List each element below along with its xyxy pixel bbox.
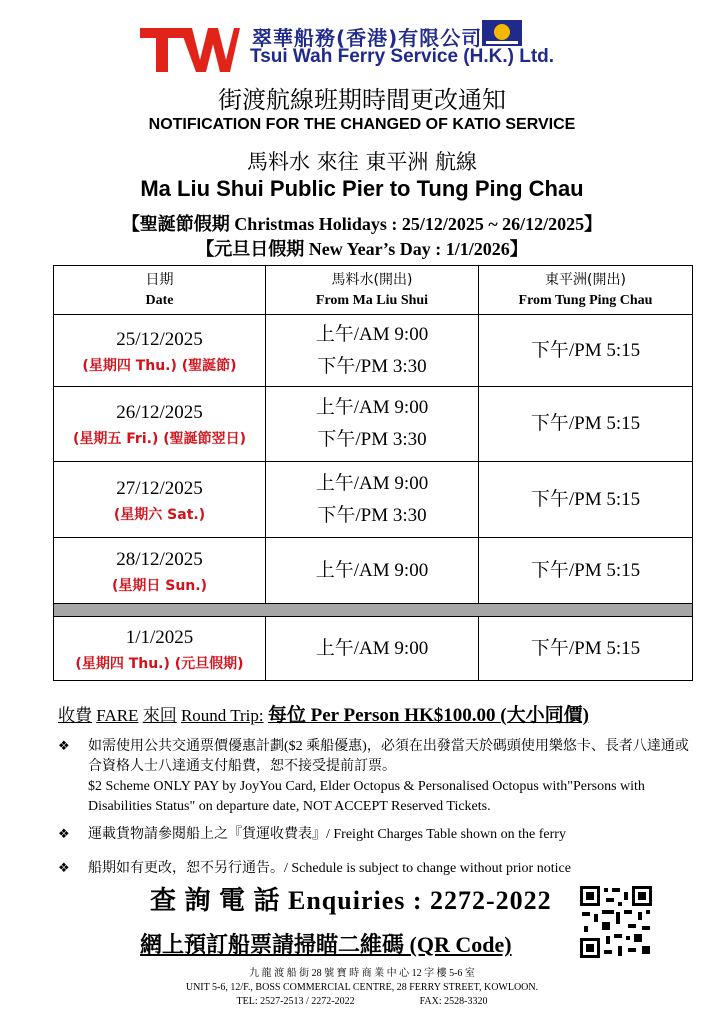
company-name-zh: 翠華船務(香港)有限公司 bbox=[252, 26, 483, 50]
header bbox=[0, 0, 724, 80]
mls-time-cell: 上午/AM 9:00 下午/PM 3:30 bbox=[266, 387, 479, 462]
note-text: 船期如有更改，恕不另行通告。/ Schedule is subject to change without prior notice bbox=[88, 861, 571, 876]
mls-time-cell: 上午/AM 9:00 下午/PM 3:30 bbox=[266, 462, 479, 538]
diamond-bullet-icon: ❖ bbox=[58, 739, 70, 754]
qr-booking-text: 網上預訂船票請掃瞄二維碼 (QR Code) bbox=[140, 932, 512, 957]
table-separator bbox=[54, 604, 693, 617]
notice-title-en: NOTIFICATION FOR THE CHANGED OF KATIO SERVICE bbox=[148, 116, 576, 133]
tpc-time-cell: 下午/PM 5:15 bbox=[479, 315, 693, 387]
note-text-zh: 如需使用公共交通票價優惠計劃($2 乘船優惠)，必須在出發當天於碼頭使用樂悠卡、長者八達通或合資格人士八達通支付船費，恕不接受提前訂票。 bbox=[88, 739, 689, 774]
fare-price: 每位 Per Person HK$100.00 (大小同價) bbox=[267, 705, 589, 726]
tpc-time-cell: 下午/PM 5:15 bbox=[479, 617, 693, 681]
fax-number: FAX: 2528-3320 bbox=[419, 996, 488, 1007]
header-from-tung-ping-chau: 東平洲(開出) From Tung Ping Chau bbox=[479, 266, 693, 315]
qr-code-icon[interactable] bbox=[578, 884, 654, 960]
company-logo bbox=[140, 26, 240, 74]
holiday-christmas: 【聖誕節假期 Christmas Holidays : 25/12/2025 ~ 26/12/2025】 bbox=[121, 214, 603, 234]
date-cell: 1/1/2025 (星期四 Thu.) (元旦假期) bbox=[54, 617, 266, 681]
holiday-new-year: 【元旦日假期 New Year’s Day : 1/1/2026】 bbox=[196, 239, 528, 259]
note-text: 運載貨物請參閱船上之『貨運收費表』/ Freight Charges Table shown on the ferry bbox=[88, 827, 566, 842]
table-row bbox=[54, 538, 693, 604]
contact-line bbox=[0, 995, 724, 1009]
date-cell: 26/12/2025 (星期五 Fri.) (聖誕節翌日) bbox=[54, 387, 266, 462]
schedule-table bbox=[53, 265, 693, 681]
list-item bbox=[58, 737, 698, 817]
tel-number: TEL: 2527-2513 / 2272-2022 bbox=[236, 996, 355, 1007]
note-text-en: $2 Scheme ONLY PAY by JoyYou Card, Elder Octopus & Personalised Octopus with"Persons with Disabilities Status" on departure date, NOT ACCEPT Reserved Tickets. bbox=[88, 779, 645, 814]
table-row bbox=[54, 617, 693, 681]
fare-trip-zh: 來回 bbox=[142, 706, 177, 725]
fare-label-zh: 收費 bbox=[58, 706, 92, 725]
mls-time-cell: 上午/AM 9:00 bbox=[266, 538, 479, 604]
mls-time-cell: 上午/AM 9:00 下午/PM 3:30 bbox=[266, 315, 479, 387]
tpc-time-cell: 下午/PM 5:15 bbox=[479, 462, 693, 538]
separator-cell bbox=[54, 604, 693, 617]
date-cell: 27/12/2025 (星期六 Sat.) bbox=[54, 462, 266, 538]
table-row bbox=[54, 387, 693, 462]
address-en: UNIT 5-6, 12/F., BOSS COMMERCIAL CENTRE, 28 FERRY STREET, KOWLOON. bbox=[185, 982, 539, 993]
route-title-en: Ma Liu Shui Public Pier to Tung Ping Chau bbox=[140, 176, 584, 201]
diamond-bullet-icon: ❖ bbox=[58, 827, 70, 842]
tpc-time-cell: 下午/PM 5:15 bbox=[479, 387, 693, 462]
award-badge-icon bbox=[482, 20, 522, 46]
route-title-zh: 馬料水 來往 東平洲 航線 bbox=[246, 150, 478, 174]
table-row bbox=[54, 462, 693, 538]
list-item bbox=[58, 859, 698, 879]
fare-line bbox=[58, 700, 589, 727]
address-zh: 九 龍 渡 船 街 28 號 寶 時 商 業 中 心 12 字 樓 5-6 室 bbox=[249, 968, 475, 979]
tpc-time-cell: 下午/PM 5:15 bbox=[479, 538, 693, 604]
mls-time-cell: 上午/AM 9:00 bbox=[266, 617, 479, 681]
table-header-row bbox=[54, 266, 693, 315]
enquiries-phone: 查 詢 電 話 Enquiries : 2272-2022 bbox=[150, 886, 552, 915]
diamond-bullet-icon: ❖ bbox=[58, 861, 70, 876]
notice-title-zh: 街渡航線班期時間更改通知 bbox=[218, 86, 506, 114]
date-cell: 25/12/2025 (星期四 Thu.) (聖誕節) bbox=[54, 315, 266, 387]
list-item bbox=[58, 825, 698, 845]
header-date: 日期 Date bbox=[54, 266, 266, 315]
fare-label-en: FARE bbox=[96, 706, 139, 725]
notes-list bbox=[58, 737, 698, 887]
date-cell: 28/12/2025 (星期日 Sun.) bbox=[54, 538, 266, 604]
company-name-en: Tsui Wah Ferry Service (H.K.) Ltd. bbox=[250, 46, 555, 67]
fare-trip-en: Round Trip: bbox=[180, 706, 264, 725]
table-row bbox=[54, 315, 693, 387]
header-from-ma-liu-shui: 馬料水(開出) From Ma Liu Shui bbox=[266, 266, 479, 315]
